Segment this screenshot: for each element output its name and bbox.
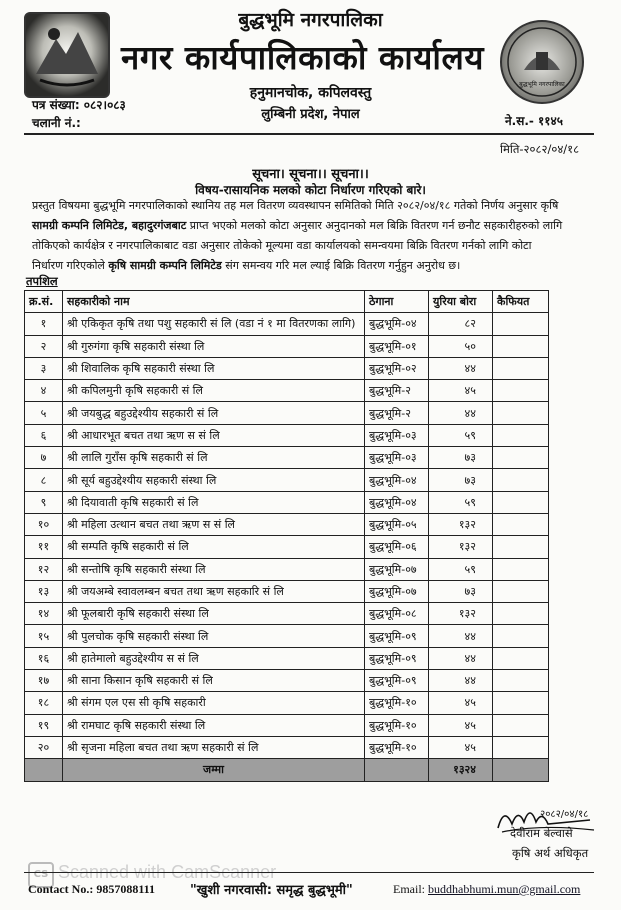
row-remarks (493, 357, 549, 379)
table-row (25, 447, 549, 469)
row-address: बुद्धभूमि-०५ (365, 513, 429, 535)
table-row (25, 469, 549, 491)
row-cooperative-name: श्री सम्पति कृषि सहकारी सं लि (63, 536, 365, 558)
camscanner-logo-icon: CS (28, 862, 54, 888)
notice-subject: विषय-रासायनिक मलको कोटा निर्धारण गरिएको बारे। (195, 183, 426, 197)
municipality-name: बुद्धभूमि नगरपालिका (238, 9, 383, 31)
row-urea-bags: ५० (429, 335, 493, 357)
row-serial: ९ (25, 491, 63, 513)
row-cooperative-name: श्री शिवालिक कृषि सहकारी संस्था लि (63, 357, 365, 379)
row-serial: १ (25, 313, 63, 335)
row-serial: ४ (25, 380, 63, 402)
signature-date: २०८२/०४/१८ (540, 809, 589, 820)
row-cooperative-name: श्री साना किसान कृषि सहकारी सं लि (63, 670, 365, 692)
letter-number: पत्र संख्या: ०८२।०८३ (32, 98, 126, 112)
row-remarks (493, 313, 549, 335)
body-line-3: तोकिएको कार्यक्षेत्र र नगरपालिकाबाट वडा अनुसार तोकेको मूल्यमा वडा कार्यालयको समन्वयमा बिक्रि वितरण गर्नको लागि कोटा (32, 239, 532, 252)
row-urea-bags: १३२ (429, 603, 493, 625)
row-urea-bags: ४४ (429, 670, 493, 692)
row-remarks (493, 736, 549, 758)
total-value: १३२४ (429, 759, 493, 781)
company-name-bold: कृषि सामग्री कम्पनि लिमिटेड (108, 259, 222, 272)
row-urea-bags: ८२ (429, 313, 493, 335)
row-address: बुद्धभूमि-०७ (365, 580, 429, 602)
row-remarks (493, 380, 549, 402)
notice-body (32, 196, 592, 276)
row-cooperative-name: श्री हातेमालो बहुउद्देश्यीय स सं लि (63, 647, 365, 669)
body-line-4 (32, 256, 592, 276)
total-row (25, 759, 549, 781)
row-address: बुद्धभूमि-२ (365, 380, 429, 402)
row-urea-bags: १३२ (429, 536, 493, 558)
row-urea-bags: ५९ (429, 491, 493, 513)
row-serial: १७ (25, 670, 63, 692)
row-urea-bags: ४५ (429, 380, 493, 402)
row-address: बुद्धभूमि-०४ (365, 313, 429, 335)
row-address: बुद्धभूमि-०८ (365, 603, 429, 625)
row-urea-bags: ४५ (429, 714, 493, 736)
row-serial: २ (25, 335, 63, 357)
row-remarks (493, 447, 549, 469)
row-serial: १० (25, 513, 63, 535)
table-row (25, 313, 549, 335)
body-line-2 (32, 216, 592, 236)
total-blank-3 (493, 759, 549, 781)
row-cooperative-name: श्री पुलचोक कृषि सहकारी संस्था लि (63, 625, 365, 647)
row-address: बुद्धभूमि-०९ (365, 647, 429, 669)
quota-table (24, 290, 549, 782)
row-address: बुद्धभूमि-१० (365, 714, 429, 736)
table-row (25, 536, 549, 558)
row-urea-bags: ७३ (429, 447, 493, 469)
table-row (25, 513, 549, 535)
row-address: बुद्धभूमि-०२ (365, 357, 429, 379)
row-urea-bags: ४४ (429, 402, 493, 424)
row-remarks (493, 513, 549, 535)
company-name: सामग्री कम्पनि लिमिटेड, बहादुरगंजबाट (32, 219, 187, 232)
email-link[interactable]: buddhabhumi.mun@gmail.com (428, 882, 581, 896)
table-row (25, 670, 549, 692)
office-title: नगर कार्यपालिकाको कार्यालय (121, 38, 484, 77)
row-cooperative-name: श्री सृजना महिला बचत तथा ऋण सहकारी सं लि (63, 736, 365, 758)
row-address: बुद्धभूमि-०३ (365, 424, 429, 446)
table-row (25, 380, 549, 402)
row-cooperative-name: श्री महिला उत्थान बचत तथा ऋण स सं लि (63, 513, 365, 535)
row-address: बुद्धभूमि-०३ (365, 447, 429, 469)
row-remarks (493, 491, 549, 513)
slogan: "खुशी नगरवासी: समृद्ध बुद्धभूमी" (190, 883, 353, 898)
row-serial: १६ (25, 647, 63, 669)
total-label: जम्मा (63, 759, 365, 781)
row-remarks (493, 469, 549, 491)
nepal-sambat: ने.स.- ११४५ (505, 114, 564, 128)
dispatch-number: चलानी नं.: (32, 116, 81, 130)
row-serial: २० (25, 736, 63, 758)
row-urea-bags: ७३ (429, 469, 493, 491)
row-address: बुद्धभूमि-१० (365, 736, 429, 758)
row-urea-bags: ४५ (429, 736, 493, 758)
row-remarks (493, 647, 549, 669)
table-row (25, 335, 549, 357)
row-cooperative-name: श्री कपिलमुनी कृषि सहकारी सं लि (63, 380, 365, 402)
table-row (25, 580, 549, 602)
table-row (25, 625, 549, 647)
seal-caption: बुद्धभूमि नगरपालिका (519, 81, 565, 88)
col-urea-bags: युरिया बोरा (429, 291, 493, 313)
row-address: बुद्धभूमि-०१ (365, 335, 429, 357)
row-remarks (493, 580, 549, 602)
row-urea-bags: १३२ (429, 513, 493, 535)
notice-date: मिति-२०८२/०४/१८ (500, 142, 580, 156)
row-remarks (493, 670, 549, 692)
table-row (25, 736, 549, 758)
row-serial: ७ (25, 447, 63, 469)
table-header-row (25, 291, 549, 313)
row-serial: १९ (25, 714, 63, 736)
row-serial: १३ (25, 580, 63, 602)
row-urea-bags: ५९ (429, 558, 493, 580)
row-remarks (493, 558, 549, 580)
row-remarks (493, 536, 549, 558)
row-serial: ११ (25, 536, 63, 558)
table-row (25, 558, 549, 580)
row-address: बुद्धभूमि-०६ (365, 536, 429, 558)
table-row (25, 692, 549, 714)
table-row (25, 402, 549, 424)
row-address: बुद्धभूमि-०४ (365, 469, 429, 491)
body-line-4-start: निर्धारण गरिएकोले (32, 259, 109, 272)
row-urea-bags: ४४ (429, 647, 493, 669)
row-remarks (493, 692, 549, 714)
row-cooperative-name: श्री जयबुद्ध बहुउद्देश्यीय सहकारी सं लि (63, 402, 365, 424)
row-urea-bags: ४४ (429, 625, 493, 647)
row-remarks (493, 335, 549, 357)
row-cooperative-name: श्री सूर्य बहुउद्देश्यीय सहकारी संस्था लि (63, 469, 365, 491)
row-cooperative-name: श्री दियावाती कृषि सहकारी सं लि (63, 491, 365, 513)
col-address: ठेगाना (365, 291, 429, 313)
row-serial: १८ (25, 692, 63, 714)
row-address: बुद्धभूमि-०७ (365, 558, 429, 580)
row-remarks (493, 714, 549, 736)
table-row (25, 357, 549, 379)
office-address: हनुमानचोक, कपिलवस्तु (249, 85, 372, 101)
row-serial: १२ (25, 558, 63, 580)
row-serial: १४ (25, 603, 63, 625)
row-cooperative-name: श्री एकिकृत कृषि तथा पशु सहकारी सं लि (वडा नं १ मा वितरणका लागि) (63, 313, 365, 335)
row-cooperative-name: श्री फूलबारी कृषि सहकारी संस्था लि (63, 603, 365, 625)
row-remarks (493, 603, 549, 625)
row-serial: १५ (25, 625, 63, 647)
row-serial: ८ (25, 469, 63, 491)
total-blank (25, 759, 63, 781)
col-cooperative-name: सहकारीको नाम (63, 291, 365, 313)
row-serial: ३ (25, 357, 63, 379)
row-urea-bags: ५९ (429, 424, 493, 446)
row-address: बुद्धभूमि-१० (365, 692, 429, 714)
table-row (25, 714, 549, 736)
row-serial: ५ (25, 402, 63, 424)
contact-number: Contact No.: 9857088111 (28, 882, 155, 896)
body-line-2-rest: प्राप्त भएको मलको कोटा अनुसार अनुदानको मल बिक्रि वितरण गर्न छनौट सहकारीहरुको लागि (186, 219, 563, 232)
signatory-title: कृषि अर्थ अधिकृत (512, 846, 589, 860)
email-line (393, 882, 580, 897)
table-row (25, 424, 549, 446)
row-serial: ६ (25, 424, 63, 446)
row-remarks (493, 402, 549, 424)
footer-divider (24, 872, 594, 873)
row-urea-bags: ४५ (429, 692, 493, 714)
row-urea-bags: ७३ (429, 580, 493, 602)
row-remarks (493, 625, 549, 647)
body-line-1: प्रस्तुत विषयमा बुद्धभूमि नगरपालिकाको स्थानिय तह मल वितरण व्यवस्थापन समितिको मिति २०८२/०४/१८ गतेको निर्णय अनुसार कृषि (32, 199, 559, 212)
header-divider (24, 133, 594, 135)
col-serial: क्र.सं. (25, 291, 63, 313)
col-remarks: कैफियत (493, 291, 549, 313)
details-heading: तपशिल (26, 274, 58, 288)
email-label: Email: (393, 882, 428, 896)
notice-title: सूचना। सूचना।। सूचना।। (252, 167, 369, 182)
row-cooperative-name: श्री लालि गुराँस कृषि सहकारी सं लि (63, 447, 365, 469)
row-address: बुद्धभूमि-२ (365, 402, 429, 424)
row-address: बुद्धभूमि-०९ (365, 670, 429, 692)
row-cooperative-name: श्री रामघाट कृषि सहकारी संस्था लि (63, 714, 365, 736)
row-address: बुद्धभूमि-०४ (365, 491, 429, 513)
row-address: बुद्धभूमि-०९ (365, 625, 429, 647)
table-row (25, 603, 549, 625)
row-remarks (493, 424, 549, 446)
row-cooperative-name: श्री संगम एल एस सी कृषि सहकारी (63, 692, 365, 714)
row-urea-bags: ४४ (429, 357, 493, 379)
office-province: लुम्बिनी प्रदेश, नेपाल (261, 107, 360, 122)
camscanner-watermark: Scanned with CamScanner (58, 862, 277, 882)
row-cooperative-name: श्री सन्तोषि कृषि सहकारी संस्था लि (63, 558, 365, 580)
table-row (25, 647, 549, 669)
body-line-4-end: संग समन्वय गरि मल ल्याई बिक्रि वितरण गर्नुहुन अनुरोध छ। (221, 259, 461, 272)
row-cooperative-name: श्री आधारभूत बचत तथा ऋण स सं लि (63, 424, 365, 446)
table-row (25, 491, 549, 513)
row-cooperative-name: श्री गुरुगंगा कृषि सहकारी संस्था लि (63, 335, 365, 357)
total-blank-2 (365, 759, 429, 781)
row-cooperative-name: श्री जयअम्बे स्वावलम्बन बचत तथा ऋण सहकारि सं लि (63, 580, 365, 602)
signatory-name: देवीराम बेल्वासे (510, 826, 573, 840)
